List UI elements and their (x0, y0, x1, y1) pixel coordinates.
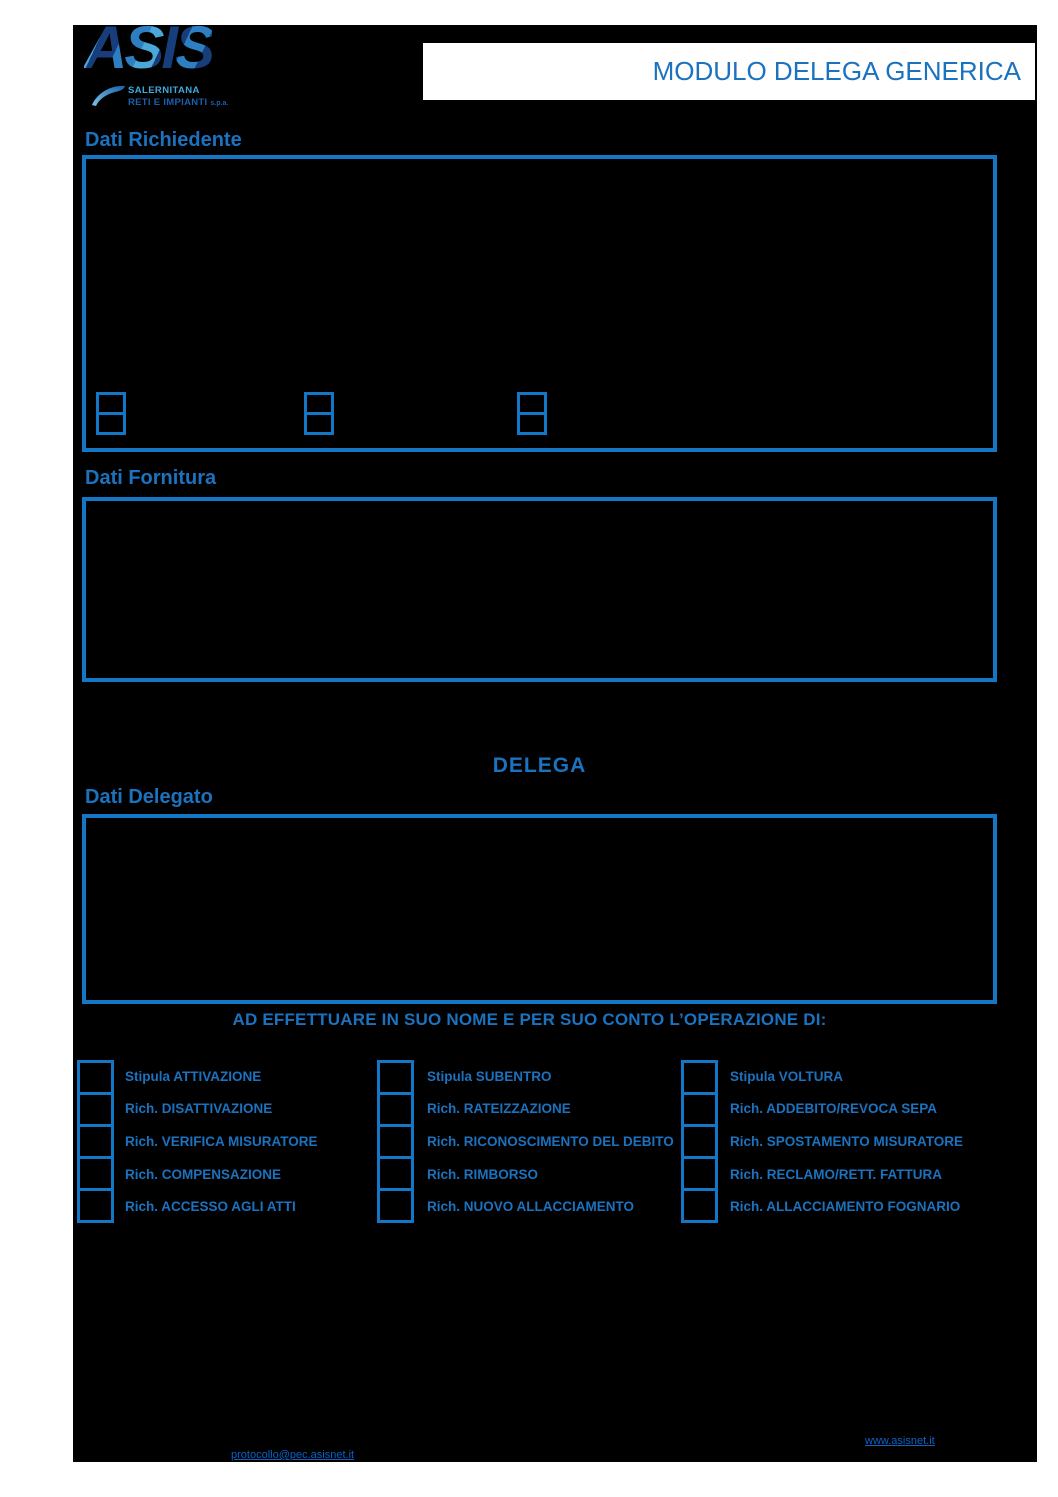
logo-subtitle-reti-text: RETI E IMPIANTI (128, 97, 208, 108)
operation-label: Stipula SUBENTRO (427, 1068, 552, 1084)
operation-checkbox-column-2 (377, 1060, 414, 1223)
title-box (423, 43, 1035, 100)
checkbox-compensazione[interactable] (80, 1159, 111, 1191)
operation-label: Stipula VOLTURA (730, 1068, 843, 1084)
operation-checkbox-column-1 (77, 1060, 114, 1223)
checkbox-verifica-misuratore[interactable] (80, 1127, 111, 1159)
checkbox-stipula-subentro[interactable] (380, 1063, 411, 1095)
checkbox[interactable] (520, 415, 544, 432)
richiedente-checkbox-pair-2 (304, 392, 334, 435)
asis-swoosh-icon (90, 82, 128, 110)
logo-subtitle-spa: s.p.a. (210, 100, 229, 107)
operation-label: Rich. ALLACCIAMENTO FOGNARIO (730, 1199, 961, 1215)
checkbox-stipula-voltura[interactable] (684, 1063, 715, 1095)
operation-heading: AD EFFETTUARE IN SUO NOME E PER SUO CONTO L’OPERAZIONE DI: (232, 1010, 827, 1029)
checkbox-nuovo-allacciamento[interactable] (380, 1191, 411, 1220)
checkbox-stipula-attivazione[interactable] (80, 1063, 111, 1095)
richiedente-fields-box (82, 155, 997, 452)
checkbox-accesso-agli-atti[interactable] (80, 1191, 111, 1220)
operation-label: Rich. ACCESSO AGLI ATTI (125, 1199, 296, 1215)
fornitura-fields-box (82, 497, 997, 682)
operation-label: Rich. RECLAMO/RETT. FATTURA (730, 1166, 942, 1182)
operation-label: Rich. DISATTIVAZIONE (125, 1101, 273, 1117)
operation-labels-column-3 (730, 1060, 1030, 1223)
checkbox-spostamento-misuratore[interactable] (684, 1127, 715, 1159)
checkbox[interactable] (307, 415, 331, 432)
checkbox-rimborso[interactable] (380, 1159, 411, 1191)
operation-checkbox-column-3 (681, 1060, 718, 1223)
checkbox-disattivazione[interactable] (80, 1095, 111, 1127)
richiedente-checkbox-pair-3 (517, 392, 547, 435)
section-heading-delegato: Dati Delegato (85, 786, 213, 808)
checkbox-addebito-revoca-sepa[interactable] (684, 1095, 715, 1127)
section-heading-richiedente: Dati Richiedente (85, 129, 242, 151)
richiedente-checkbox-pair-1 (96, 392, 126, 435)
checkbox[interactable] (520, 395, 544, 415)
checkbox[interactable] (99, 395, 123, 415)
checkbox[interactable] (99, 415, 123, 432)
asis-logo: ASIS (84, 14, 213, 81)
checkbox[interactable] (307, 395, 331, 415)
logo-subtitle-salernitana: SALERNITANA (128, 85, 200, 96)
section-heading-fornitura: Dati Fornitura (85, 467, 217, 489)
operation-label: Rich. RIMBORSO (427, 1166, 539, 1182)
operation-label: Rich. COMPENSAZIONE (125, 1166, 282, 1182)
checkbox-allacciamento-fognario[interactable] (684, 1191, 715, 1220)
page-title: MODULO DELEGA GENERICA (652, 56, 1021, 86)
checkbox-rateizzazione[interactable] (380, 1095, 411, 1127)
operation-label: Rich. RICONOSCIMENTO DEL DEBITO (427, 1133, 674, 1149)
operation-label: Rich. VERIFICA MISURATORE (125, 1133, 318, 1149)
operation-label: Rich. RATEIZZAZIONE (427, 1101, 571, 1117)
website-link[interactable]: www.asisnet.it (865, 1435, 935, 1447)
operation-label: Stipula ATTIVAZIONE (125, 1068, 262, 1084)
checkbox-reclamo-rett-fattura[interactable] (684, 1159, 715, 1191)
delega-heading: DELEGA (492, 754, 587, 777)
logo-subtitle-reti (128, 97, 228, 108)
pec-email-link[interactable]: protocollo@pec.asisnet.it (231, 1449, 355, 1461)
checkbox-riconoscimento-debito[interactable] (380, 1127, 411, 1159)
operation-label: Rich. SPOSTAMENTO MISURATORE (730, 1133, 964, 1149)
delegato-fields-box (82, 814, 997, 1004)
operation-label: Rich. ADDEBITO/REVOCA SEPA (730, 1101, 938, 1117)
operation-label: Rich. NUOVO ALLACCIAMENTO (427, 1199, 635, 1215)
